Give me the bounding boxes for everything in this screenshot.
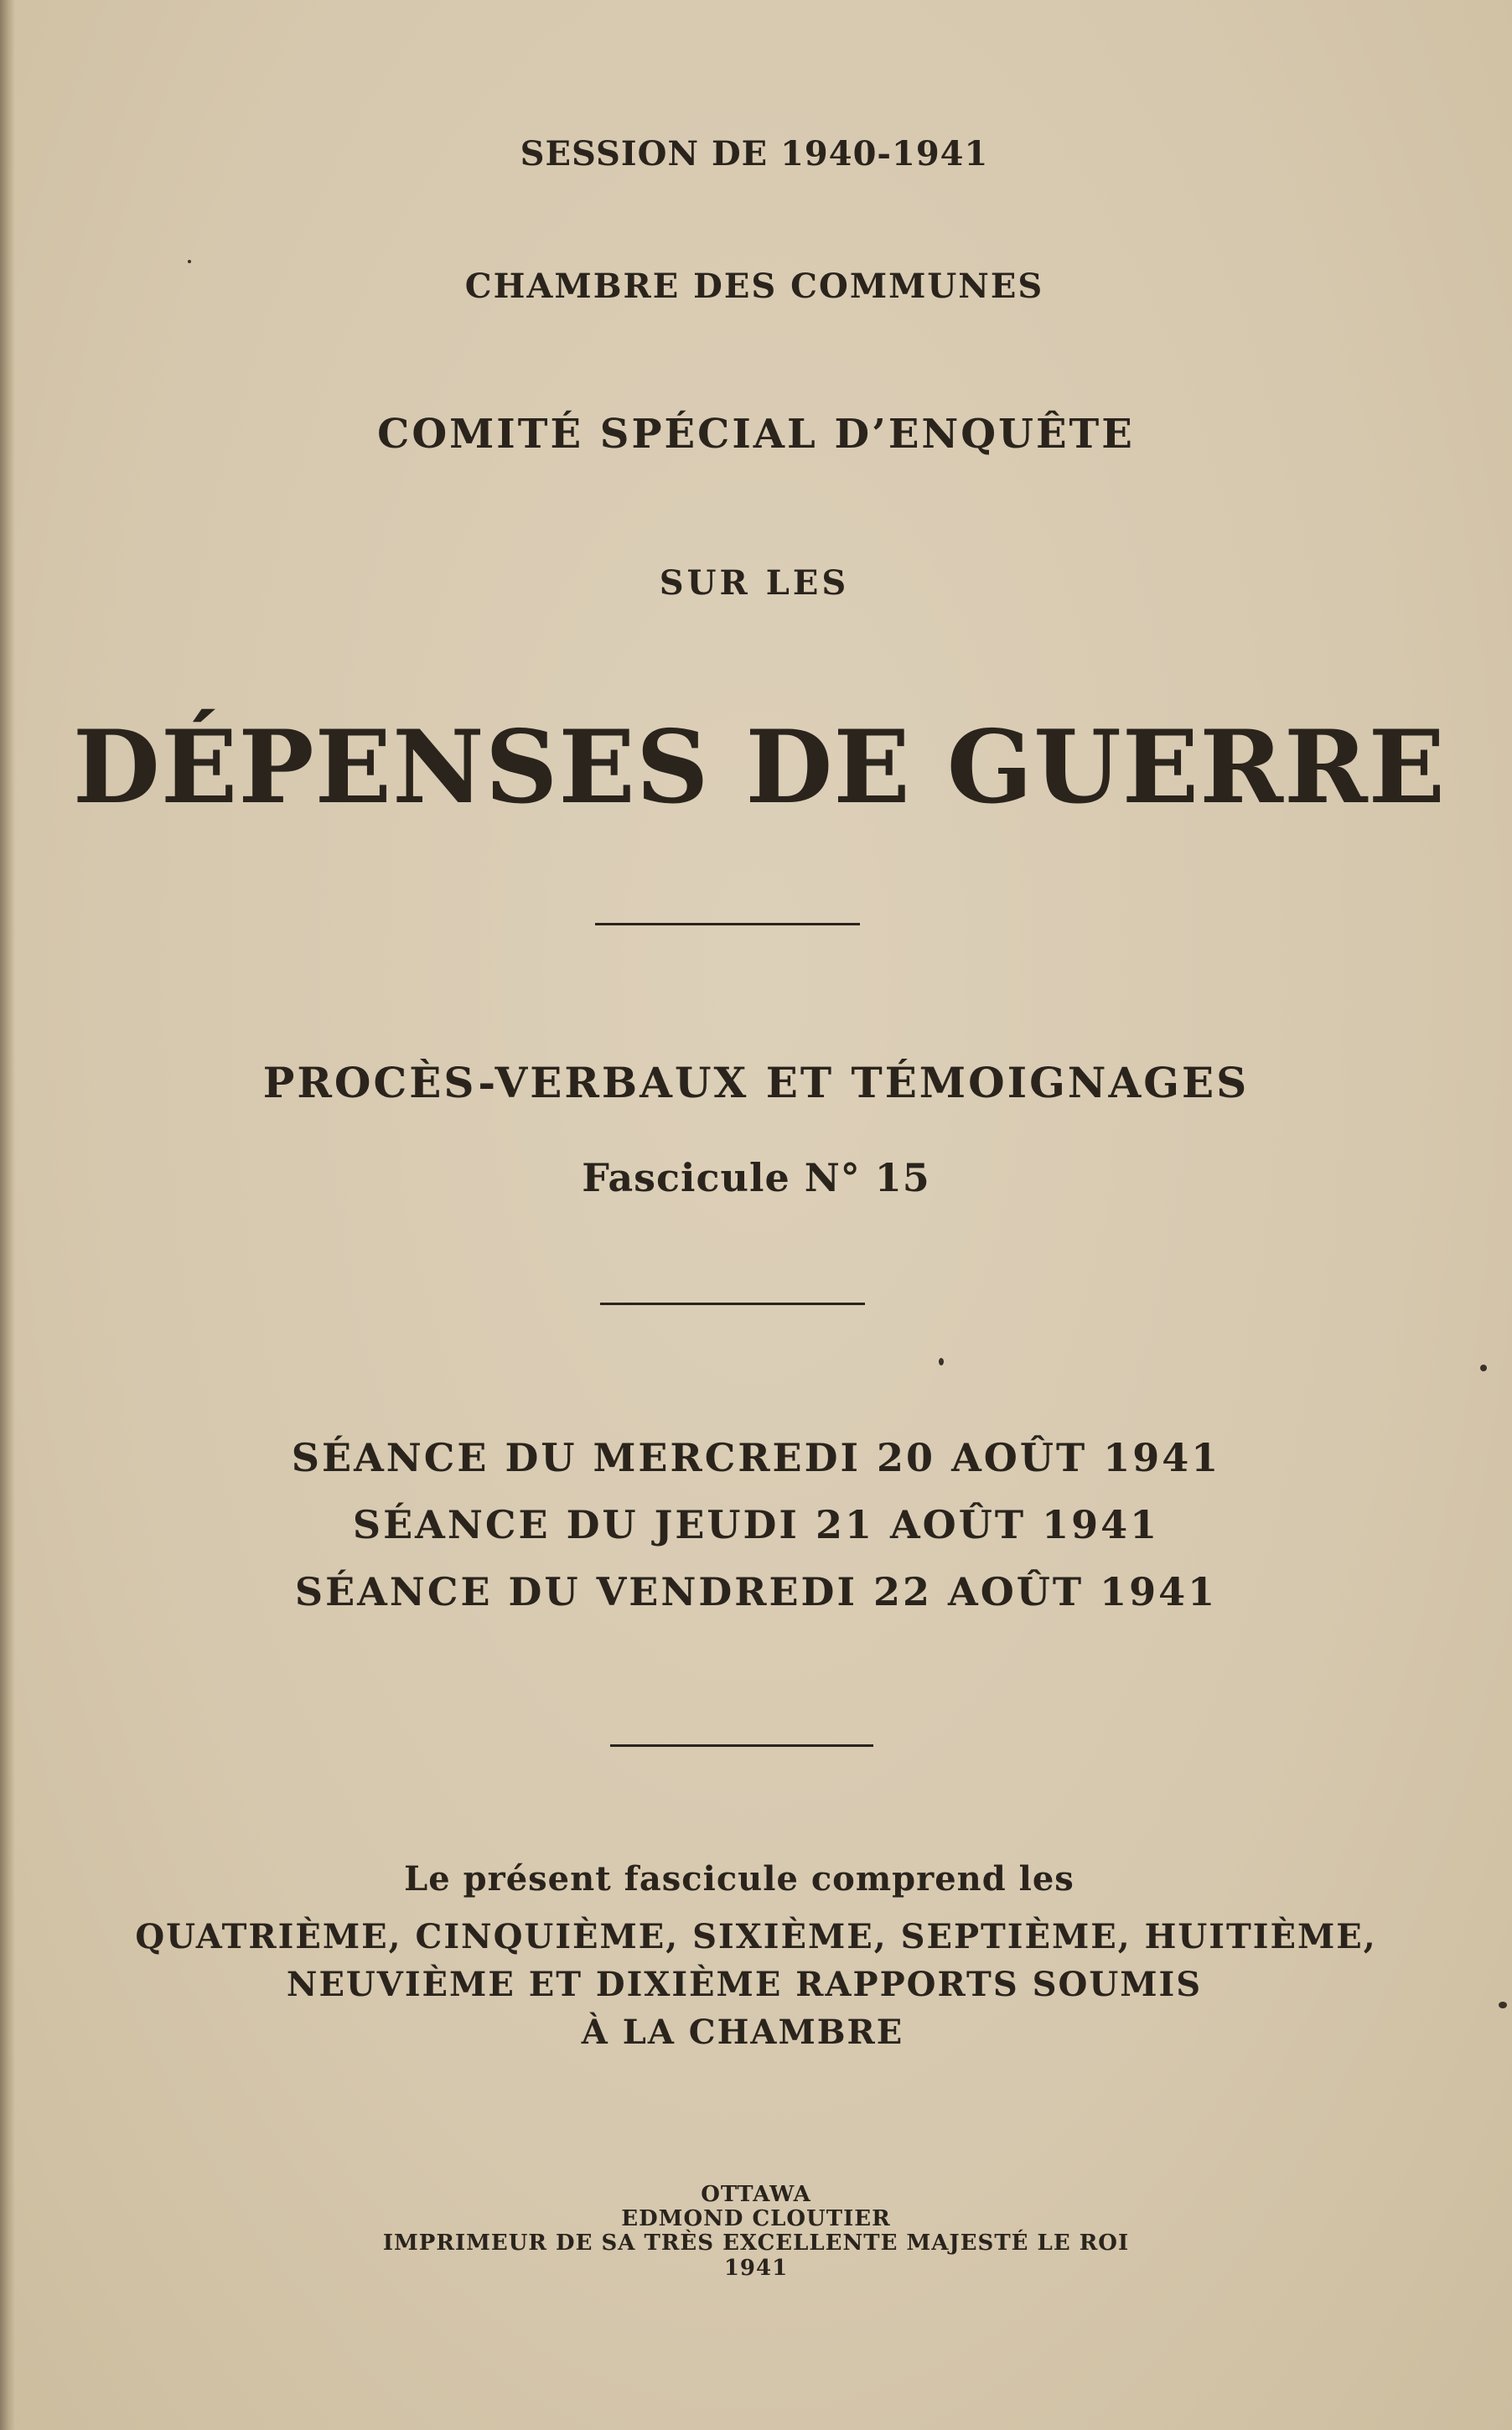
chamber-line: CHAMBRE DES COMMUNES <box>464 267 1044 306</box>
paper-speck <box>1499 2002 1507 2008</box>
divider-rule <box>600 1303 865 1305</box>
reports-line: NEUVIÈME ET DIXIÈME RAPPORTS SOUMIS <box>286 1965 1203 2004</box>
imprint-city: OTTAWA <box>701 2182 811 2207</box>
main-title: DÉPENSES DE GUERRE <box>72 708 1447 826</box>
binding-edge <box>0 0 15 2430</box>
paper-speck <box>939 1358 944 1365</box>
fascicule-number: Fascicule N° 15 <box>582 1155 930 1200</box>
reports-line: QUATRIÈME, CINQUIÈME, SIXIÈME, SEPTIÈME, HUITIÈME, <box>135 1917 1377 1956</box>
sitting-line: SÉANCE DU MERCREDI 20 AOÛT 1941 <box>291 1435 1221 1480</box>
proceedings-heading: PROCÈS-VERBAUX ET TÉMOIGNAGES <box>262 1058 1250 1107</box>
sitting-line: SÉANCE DU JEUDI 21 AOÛT 1941 <box>352 1502 1160 1547</box>
committee-line: COMITÉ SPÉCIAL D’ENQUÊTE <box>377 411 1135 458</box>
session-line: SESSION DE 1940-1941 <box>520 134 989 174</box>
imprint-printer: EDMOND CLOUTIER <box>621 2206 891 2231</box>
contents-intro: Le présent fascicule comprend les <box>404 1859 1074 1899</box>
divider-rule <box>610 1744 873 1747</box>
imprint-year: 1941 <box>723 2256 789 2281</box>
paper-speck <box>188 260 191 263</box>
sitting-line: SÉANCE DU VENDREDI 22 AOÛT 1941 <box>294 1569 1218 1614</box>
sur-les-line: SUR LES <box>659 563 850 603</box>
paper-speck <box>1480 1365 1487 1371</box>
divider-rule <box>595 923 860 925</box>
imprint-printer-title: IMPRIMEUR DE SA TRÈS EXCELLENTE MAJESTÉ LE ROI <box>382 2231 1130 2256</box>
reports-line: À LA CHAMBRE <box>581 2013 904 2052</box>
